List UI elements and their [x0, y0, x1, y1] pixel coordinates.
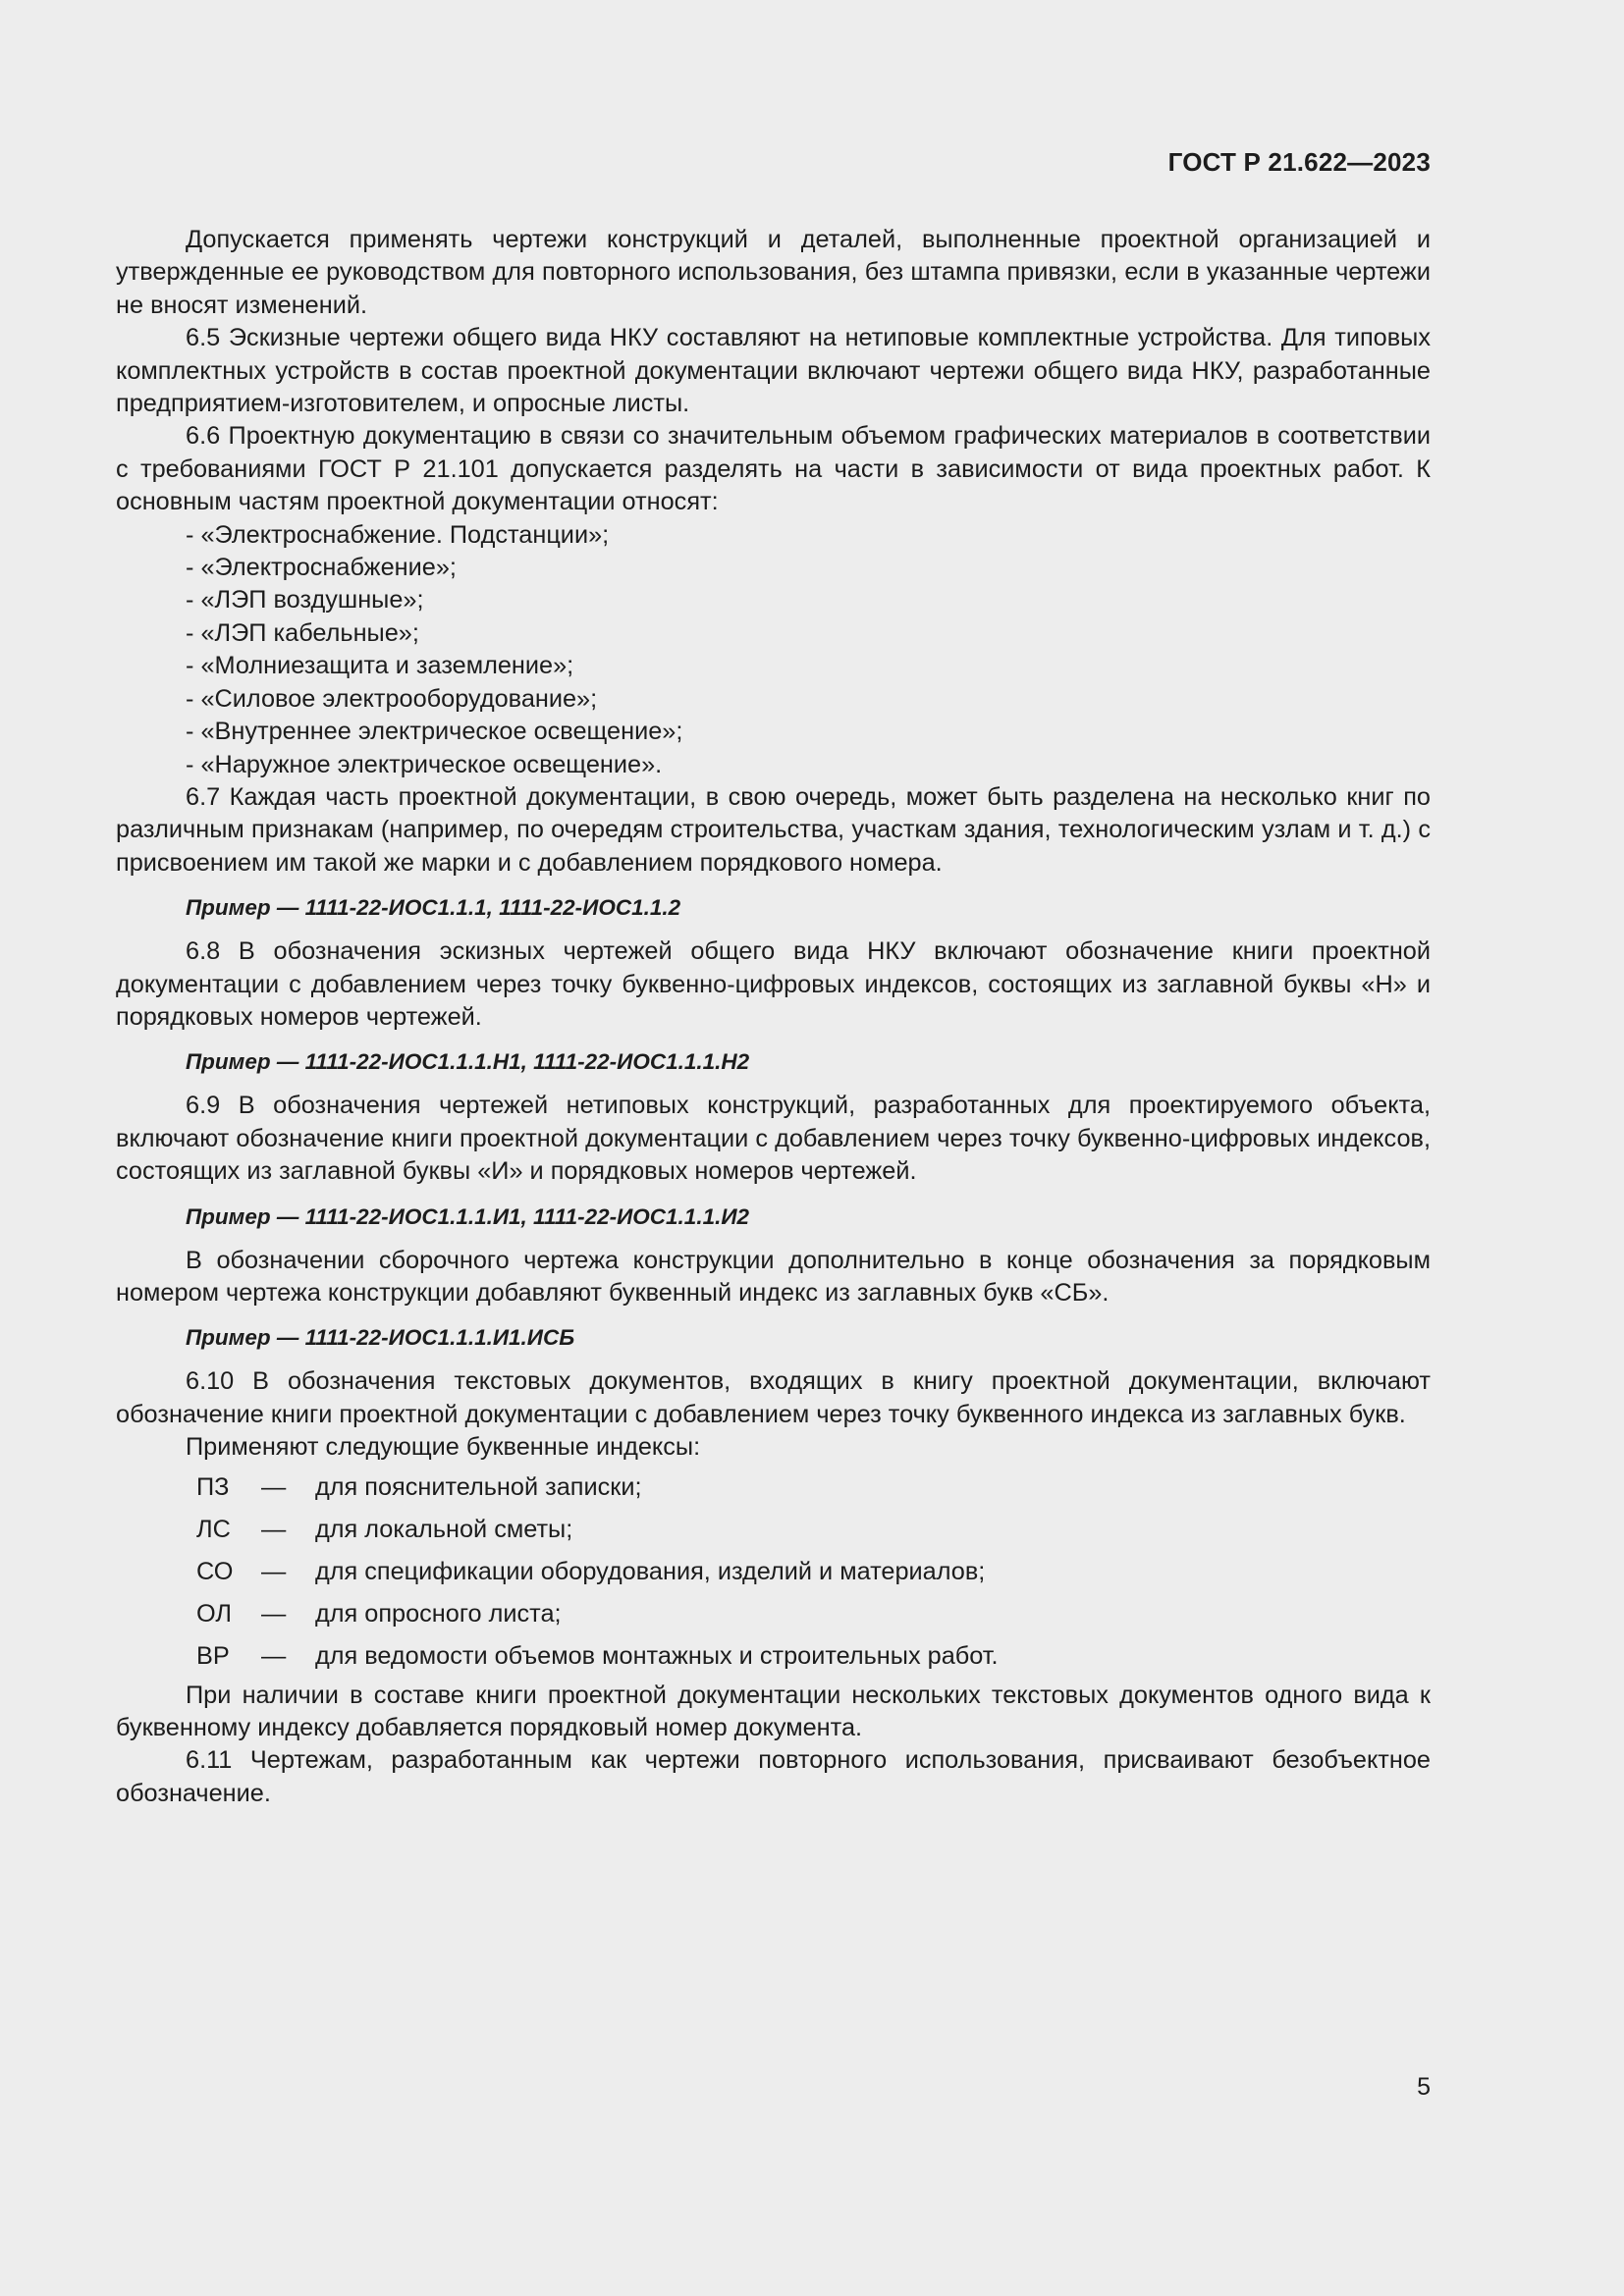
index-code: ОЛ [196, 1599, 232, 1628]
list-item [116, 1635, 1431, 1678]
list-item [116, 1593, 1431, 1635]
document-body [116, 224, 1431, 1810]
paragraph-6-5: 6.5 Эскизные чертежи общего вида НКУ составляют на нетиповые комплектные устройства. Для типовых комплектных устройств в состав проектной документации включают чертежи общего вида НКУ, разработанные предприятием-изготовителем, и опросные листы. [116, 324, 1431, 418]
list-item [116, 1551, 1431, 1593]
paragraph-multiple-docs: При наличии в составе книги проектной документации нескольких текстовых документов одного вида к буквенному индексу добавляется порядковый номер документа. [116, 1681, 1431, 1741]
list-item [116, 1509, 1431, 1551]
index-dash: — [261, 1557, 287, 1585]
index-description: для локальной сметы; [315, 1515, 573, 1543]
paragraph-6-11: 6.11 Чертежам, разработанным как чертежи повторного использования, присваивают безобъектное обозначение. [116, 1746, 1431, 1807]
paragraph-apply: Применяют следующие буквенные индексы: [186, 1433, 701, 1462]
page-number: 5 [1417, 2073, 1431, 2101]
index-description: для опросного листа; [315, 1599, 562, 1628]
index-dash: — [261, 1472, 287, 1501]
index-dash: — [261, 1641, 287, 1670]
letter-index-list [116, 1467, 1431, 1678]
index-description: для ведомости объемов монтажных и строительных работ. [315, 1641, 999, 1670]
paragraph-6-10: 6.10 В обозначения текстовых документов, входящих в книгу проектной документации, включают обозначение книги проектной документации с добавлением через точку буквенного индекса из заглавных букв. [116, 1367, 1431, 1428]
list-item: - «Электроснабжение»; [186, 554, 457, 582]
example-assembly: Пример — 1111-22-ИОС1.1.1.И1.ИСБ [186, 1325, 575, 1351]
paragraph-assembly: В обозначении сборочного чертежа конструкции дополнительно в конце обозначения за порядковым номером чертежа конструкции добавляют буквенный индекс из заглавных букв «СБ». [116, 1246, 1431, 1307]
list-item [116, 1467, 1431, 1509]
index-code: ПЗ [196, 1472, 230, 1501]
list-item: - «Наружное электрическое освещение». [186, 750, 663, 778]
paragraph-6-7: 6.7 Каждая часть проектной документации, в свою очередь, может быть разделена на несколько книг по различным признакам (например, по очередям строительства, участкам здания, технологическим узлам и т. д.) с присвоением им такой же марки и с добавлением порядкового номера. [116, 782, 1431, 877]
index-code: ЛС [196, 1515, 231, 1543]
example-6-9: Пример — 1111-22-ИОС1.1.1.И1, 1111-22-ИОС1.1.1.И2 [186, 1203, 750, 1229]
list-item: - «Силовое электрооборудование»; [186, 684, 598, 713]
list-item: - «ЛЭП кабельные»; [186, 618, 419, 647]
list-item: - «Молниезащита и заземление»; [186, 652, 574, 680]
paragraph-6-8: 6.8 В обозначения эскизных чертежей общего вида НКУ включают обозначение книги проектной документации с добавлением через точку буквенно-цифровых индексов, состоящих из заглавной буквы «Н» и порядковых номеров чертежей. [116, 937, 1431, 1031]
parts-list [116, 519, 1431, 781]
index-dash: — [261, 1599, 287, 1628]
index-description: для спецификации оборудования, изделий и материалов; [315, 1557, 986, 1585]
paragraph-intro: Допускается применять чертежи конструкций и деталей, выполненные проектной организацией и утвержденные ее руководством для повторного использования, без штампа привязки, если в указанные чертежи не вносят изменений. [116, 226, 1431, 319]
paragraph-6-9: 6.9 В обозначения чертежей нетиповых конструкций, разработанных для проектируемого объекта, включают обозначение книги проектной документации с добавлением через точку буквенно-цифровых индексов, состоящих из заглавной буквы «И» и порядковых номеров чертежей. [116, 1092, 1431, 1186]
list-item: - «Электроснабжение. Подстанции»; [186, 520, 610, 549]
example-6-8: Пример — 1111-22-ИОС1.1.1.Н1, 1111-22-ИОС1.1.1.Н2 [186, 1049, 750, 1075]
index-code: ВР [196, 1641, 230, 1670]
index-code: СО [196, 1557, 234, 1585]
paragraph-6-6: 6.6 Проектную документацию в связи со значительным объемом графических материалов в соответствии с требованиями ГОСТ Р 21.101 допускается разделять на части в зависимости от вида проектных работ. К основным частям проектной документации относят: [116, 422, 1431, 516]
list-item: - «ЛЭП воздушные»; [186, 586, 424, 614]
example-6-7: Пример — 1111-22-ИОС1.1.1, 1111-22-ИОС1.1.2 [186, 895, 681, 921]
list-item: - «Внутреннее электрическое освещение»; [186, 718, 683, 746]
index-description: для пояснительной записки; [315, 1472, 642, 1501]
index-dash: — [261, 1515, 287, 1543]
standard-designation: ГОСТ Р 21.622—2023 [1167, 147, 1431, 177]
